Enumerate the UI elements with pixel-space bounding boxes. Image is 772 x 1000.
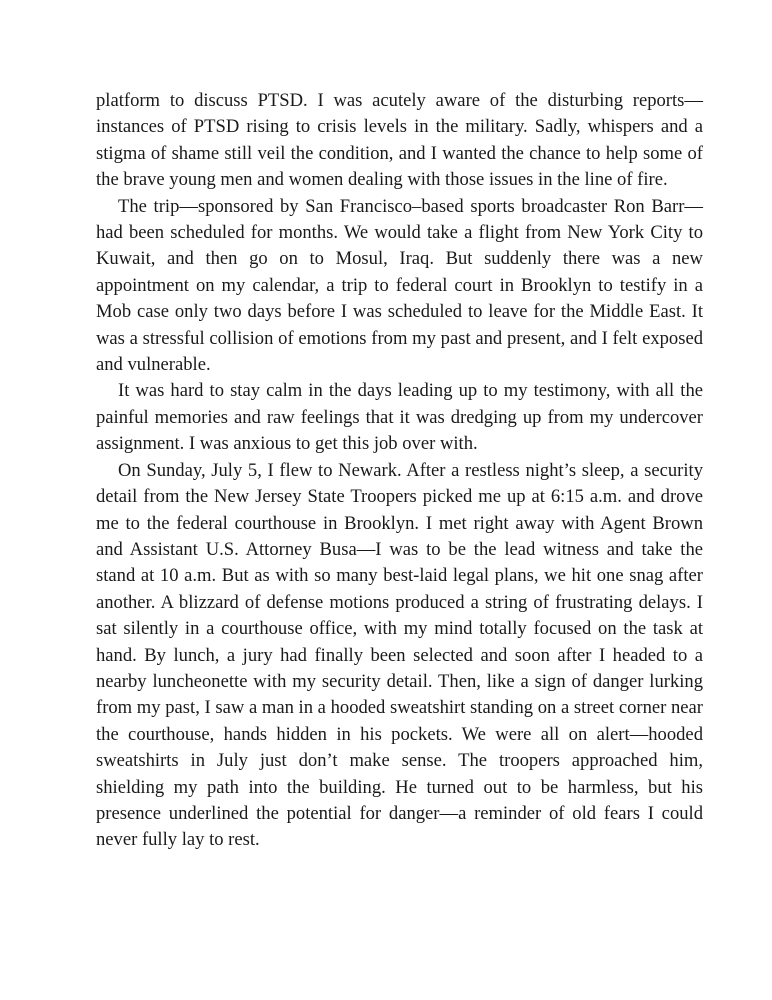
paragraph-continued: platform to discuss PTSD. I was acutely aware of the disturbing reports—instances of PTSD rising to crisis levels in the military. Sadly, whispers and a stigma of shame still veil the condition, and I wanted the chance to help some of the brave young men and women dealing with those issues in the line of fire. xyxy=(96,90,703,191)
body-text xyxy=(96,88,703,854)
paragraph-courthouse: On Sunday, July 5, I flew to Newark. After a restless night’s sleep, a security detail from the New Jersey State Troopers picked me up at 6:15 a.m. and drove me to the federal courthouse in Brooklyn. I met right away with Agent Brown and Assistant U.S. Attorney Busa—I was to be the lead witness and take the stand at 10 a.m. But as with so many best-laid legal plans, we hit one snag after another. A blizzard of defense motions produced a string of frustrating delays. I sat silently in a courthouse office, with my mind totally focused on the task at hand. By lunch, a jury had finally been selected and soon after I headed to a nearby luncheonette with my security detail. Then, like a sign of danger lurking from my past, I saw a man in a hooded sweatshirt standing on a street corner near the courthouse, hands hidden in his pockets. We were all on alert—hooded sweatshirts in July just don’t make sense. The troopers approached him, shielding my path into the building. He turned out to be harmless, but his presence underlined the potential for danger—a reminder of old fears I could never fully lay to rest. xyxy=(96,459,703,851)
paragraph-trip: The trip—sponsored by San Francisco–based sports broadcaster Ron Barr—had been scheduled for months. We would take a flight from New York City to Kuwait, and then go on to Mosul, Iraq. But suddenly there was a new appointment on my calendar, a trip to federal court in Brooklyn to testify in a Mob case only two days before I was scheduled to leave for the Middle East. It was a stressful collision of emotions from my past and present, and I felt exposed and vulnerable. xyxy=(96,195,703,376)
paragraph-testimony: It was hard to stay calm in the days leading up to my testimony, with all the painful memories and raw feelings that it was dredging up from my undercover assignment. I was anxious to get this job over with. xyxy=(96,380,703,455)
